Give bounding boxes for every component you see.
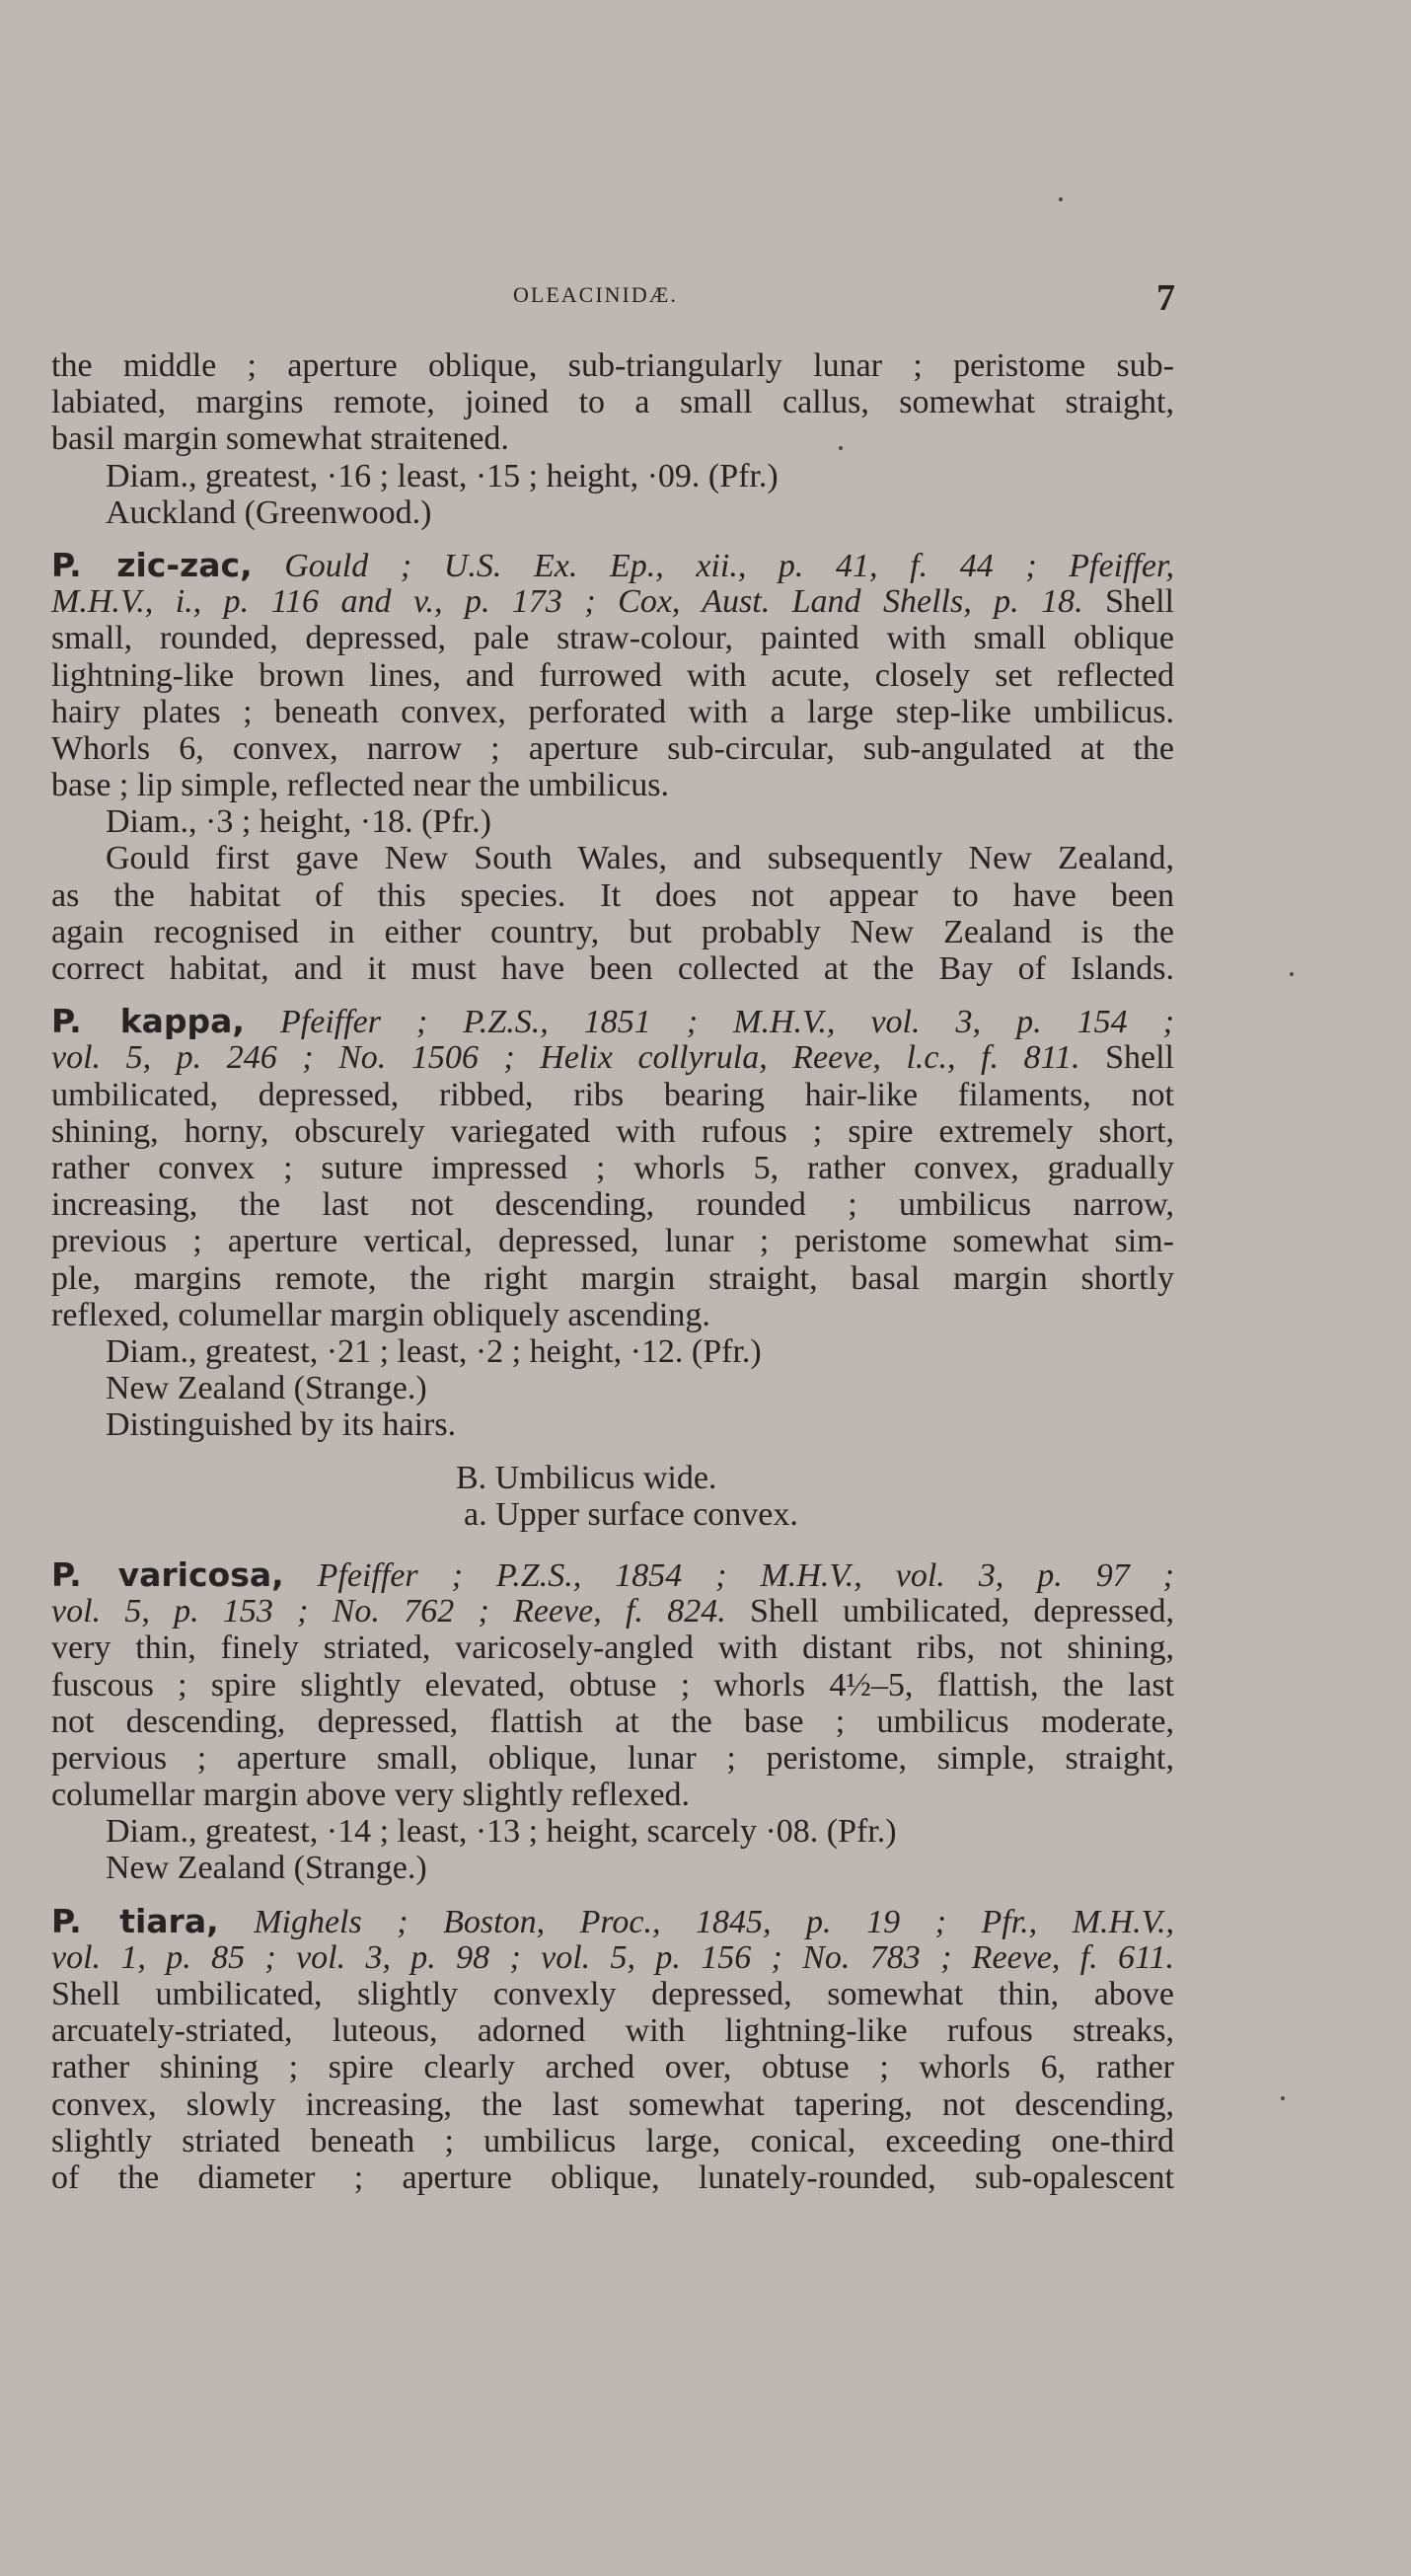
description-line: lightning-like brown lines, and furrowed with acute, closely set reflected (51, 656, 1174, 694)
description-line: pervious ; aperture small, oblique, lunar ; peristome, simple, straight, (51, 1739, 1174, 1777)
references: Gould ; U.S. Ex. Ep., xii., p. 41, f. 44 ; Pfeiffer, (284, 547, 1174, 584)
measurements: Diam., greatest, ·14 ; least, ·13 ; height, scarcely ·08. (Pfr.) (106, 1813, 897, 1851)
intro-measurements: Diam., greatest, ·16 ; least, ·15 ; height, ·09. (Pfr.) (106, 457, 779, 494)
references: vol. 5, p. 153 ; No. 762 ; Reeve, f. 824. (51, 1593, 726, 1630)
print-speck (1059, 197, 1063, 201)
references: Pfeiffer ; P.Z.S., 1851 ; M.H.V., vol. 3, p. 154 ; (280, 1004, 1174, 1041)
description-line: convex, slowly increasing, the last somewhat tapering, not descending, (51, 2085, 1174, 2123)
description-line: Shell umbilicated, slightly convexly depressed, somewhat thin, above (51, 1976, 1174, 2013)
description-line: not descending, depressed, flattish at the base ; umbilicus moderate, (51, 1703, 1174, 1740)
description-line: small, rounded, depressed, pale straw-colour, painted with small oblique (51, 620, 1174, 657)
print-speck (1281, 2096, 1285, 2100)
references: vol. 1, p. 85 ; vol. 3, p. 98 ; vol. 5, p. 156 ; No. 783 ; Reeve, f. 611. (51, 1938, 1174, 1976)
species-name: P. kappa, (51, 1002, 245, 1041)
remark-line: again recognised in either country, but probably New Zealand is the (51, 913, 1174, 950)
description-line: ple, margins remote, the right margin straight, basal margin shortly (51, 1259, 1174, 1297)
description-line: of the diameter ; aperture oblique, lunately-rounded, sub-opalescent (51, 2159, 1174, 2196)
species-entry-tiara (51, 1903, 1174, 2197)
description-line: base ; lip simple, reflected near the umbilicus. (51, 767, 669, 804)
measurements: Diam., greatest, ·21 ; least, ·2 ; height, ·12. (Pfr.) (106, 1332, 762, 1370)
intro-line: basil margin somewhat straitened. (51, 420, 509, 458)
page-header (0, 277, 1411, 322)
references: Pfeiffer ; P.Z.S., 1854 ; M.H.V., vol. 3, p. 97 ; (317, 1556, 1175, 1594)
description-line: very thin, finely striated, varicosely-angled with distant ribs, not shining, (51, 1629, 1174, 1667)
description: Shell umbilicated, depressed, (749, 1593, 1174, 1630)
description: Shell (1105, 1039, 1174, 1077)
print-speck (839, 446, 843, 450)
species-entry-varicosa (51, 1556, 1174, 1887)
description: Shell (1105, 583, 1174, 621)
species-name: P. zic-zac, (51, 545, 253, 584)
page-number: 7 (1156, 277, 1175, 319)
description-line: increasing, the last not descending, rounded ; umbilicus narrow, (51, 1186, 1174, 1224)
measurements: Diam., ·3 ; height, ·18. (Pfr.) (106, 803, 491, 841)
intro-line: the middle ; aperture oblique, sub-triangularly lunar ; peristome sub- (51, 347, 1174, 384)
references: vol. 5, p. 246 ; No. 1506 ; Helix collyrula, Reeve, l.c., f. 811. (51, 1039, 1080, 1077)
description-line: rather shining ; spire clearly arched over, obtuse ; whorls 6, rather (51, 2049, 1174, 2086)
page-body (51, 347, 1174, 2196)
description-line: umbilicated, depressed, ribbed, ribs bearing hair-like filaments, not (51, 1076, 1174, 1113)
description-line: arcuately-striated, luteous, adorned with lightning-like rufous streaks, (51, 2012, 1174, 2050)
description-line: rather convex ; suture impressed ; whorls 5, rather convex, gradually (51, 1149, 1174, 1186)
species-name: P. tiara, (51, 1901, 219, 1940)
remark: Distinguished by its hairs. (106, 1406, 457, 1444)
subsection-heading: a. Upper surface convex. (464, 1495, 798, 1533)
remark-line: Gould first gave New South Wales, and subsequently New Zealand, (106, 840, 1174, 877)
intro-paragraph (51, 347, 1174, 458)
references: Mighels ; Boston, Proc., 1845, p. 19 ; Pfr., M.H.V., (254, 1903, 1174, 1940)
species-entry-kappa (51, 1003, 1174, 1443)
locality: New Zealand (Strange.) (106, 1370, 427, 1407)
description-line: slightly striated beneath ; umbilicus large, conical, exceeding one-third (51, 2122, 1174, 2159)
description-line: hairy plates ; beneath convex, perforated with a large step-like umbilicus. (51, 693, 1174, 730)
description-line: previous ; aperture vertical, depressed, lunar ; peristome somewhat sim- (51, 1223, 1174, 1260)
species-entry-zic-zac (51, 547, 1174, 987)
species-name: P. varicosa, (51, 1554, 284, 1594)
description-line: reflexed, columellar margin obliquely ascending. (51, 1296, 710, 1333)
description-line: Whorls 6, convex, narrow ; aperture sub-circular, sub-angulated at the (51, 729, 1174, 767)
locality: New Zealand (Strange.) (106, 1850, 427, 1887)
section-heading: B. Umbilicus wide. (456, 1459, 717, 1496)
remark-line: as the habitat of this species. It does not appear to have been (51, 876, 1174, 914)
remark-line: correct habitat, and it must have been collected at the Bay of Islands. (51, 950, 1174, 988)
description-line: fuscous ; spire slightly elevated, obtuse ; whorls 4½–5, flattish, the last (51, 1666, 1174, 1704)
description-line: columellar margin above very slightly reflexed. (51, 1777, 691, 1814)
intro-line: labiated, margins remote, joined to a small callus, somewhat straight, (51, 384, 1174, 421)
description-line: shining, horny, obscurely variegated with rufous ; spire extremely short, (51, 1112, 1174, 1150)
intro-locality: Auckland (Greenwood.) (106, 493, 432, 531)
running-head: OLEACINIDÆ. (513, 282, 678, 307)
print-speck (1290, 972, 1294, 976)
references: M.H.V., i., p. 116 and v., p. 173 ; Cox, Aust. Land Shells, p. 18. (51, 583, 1083, 621)
